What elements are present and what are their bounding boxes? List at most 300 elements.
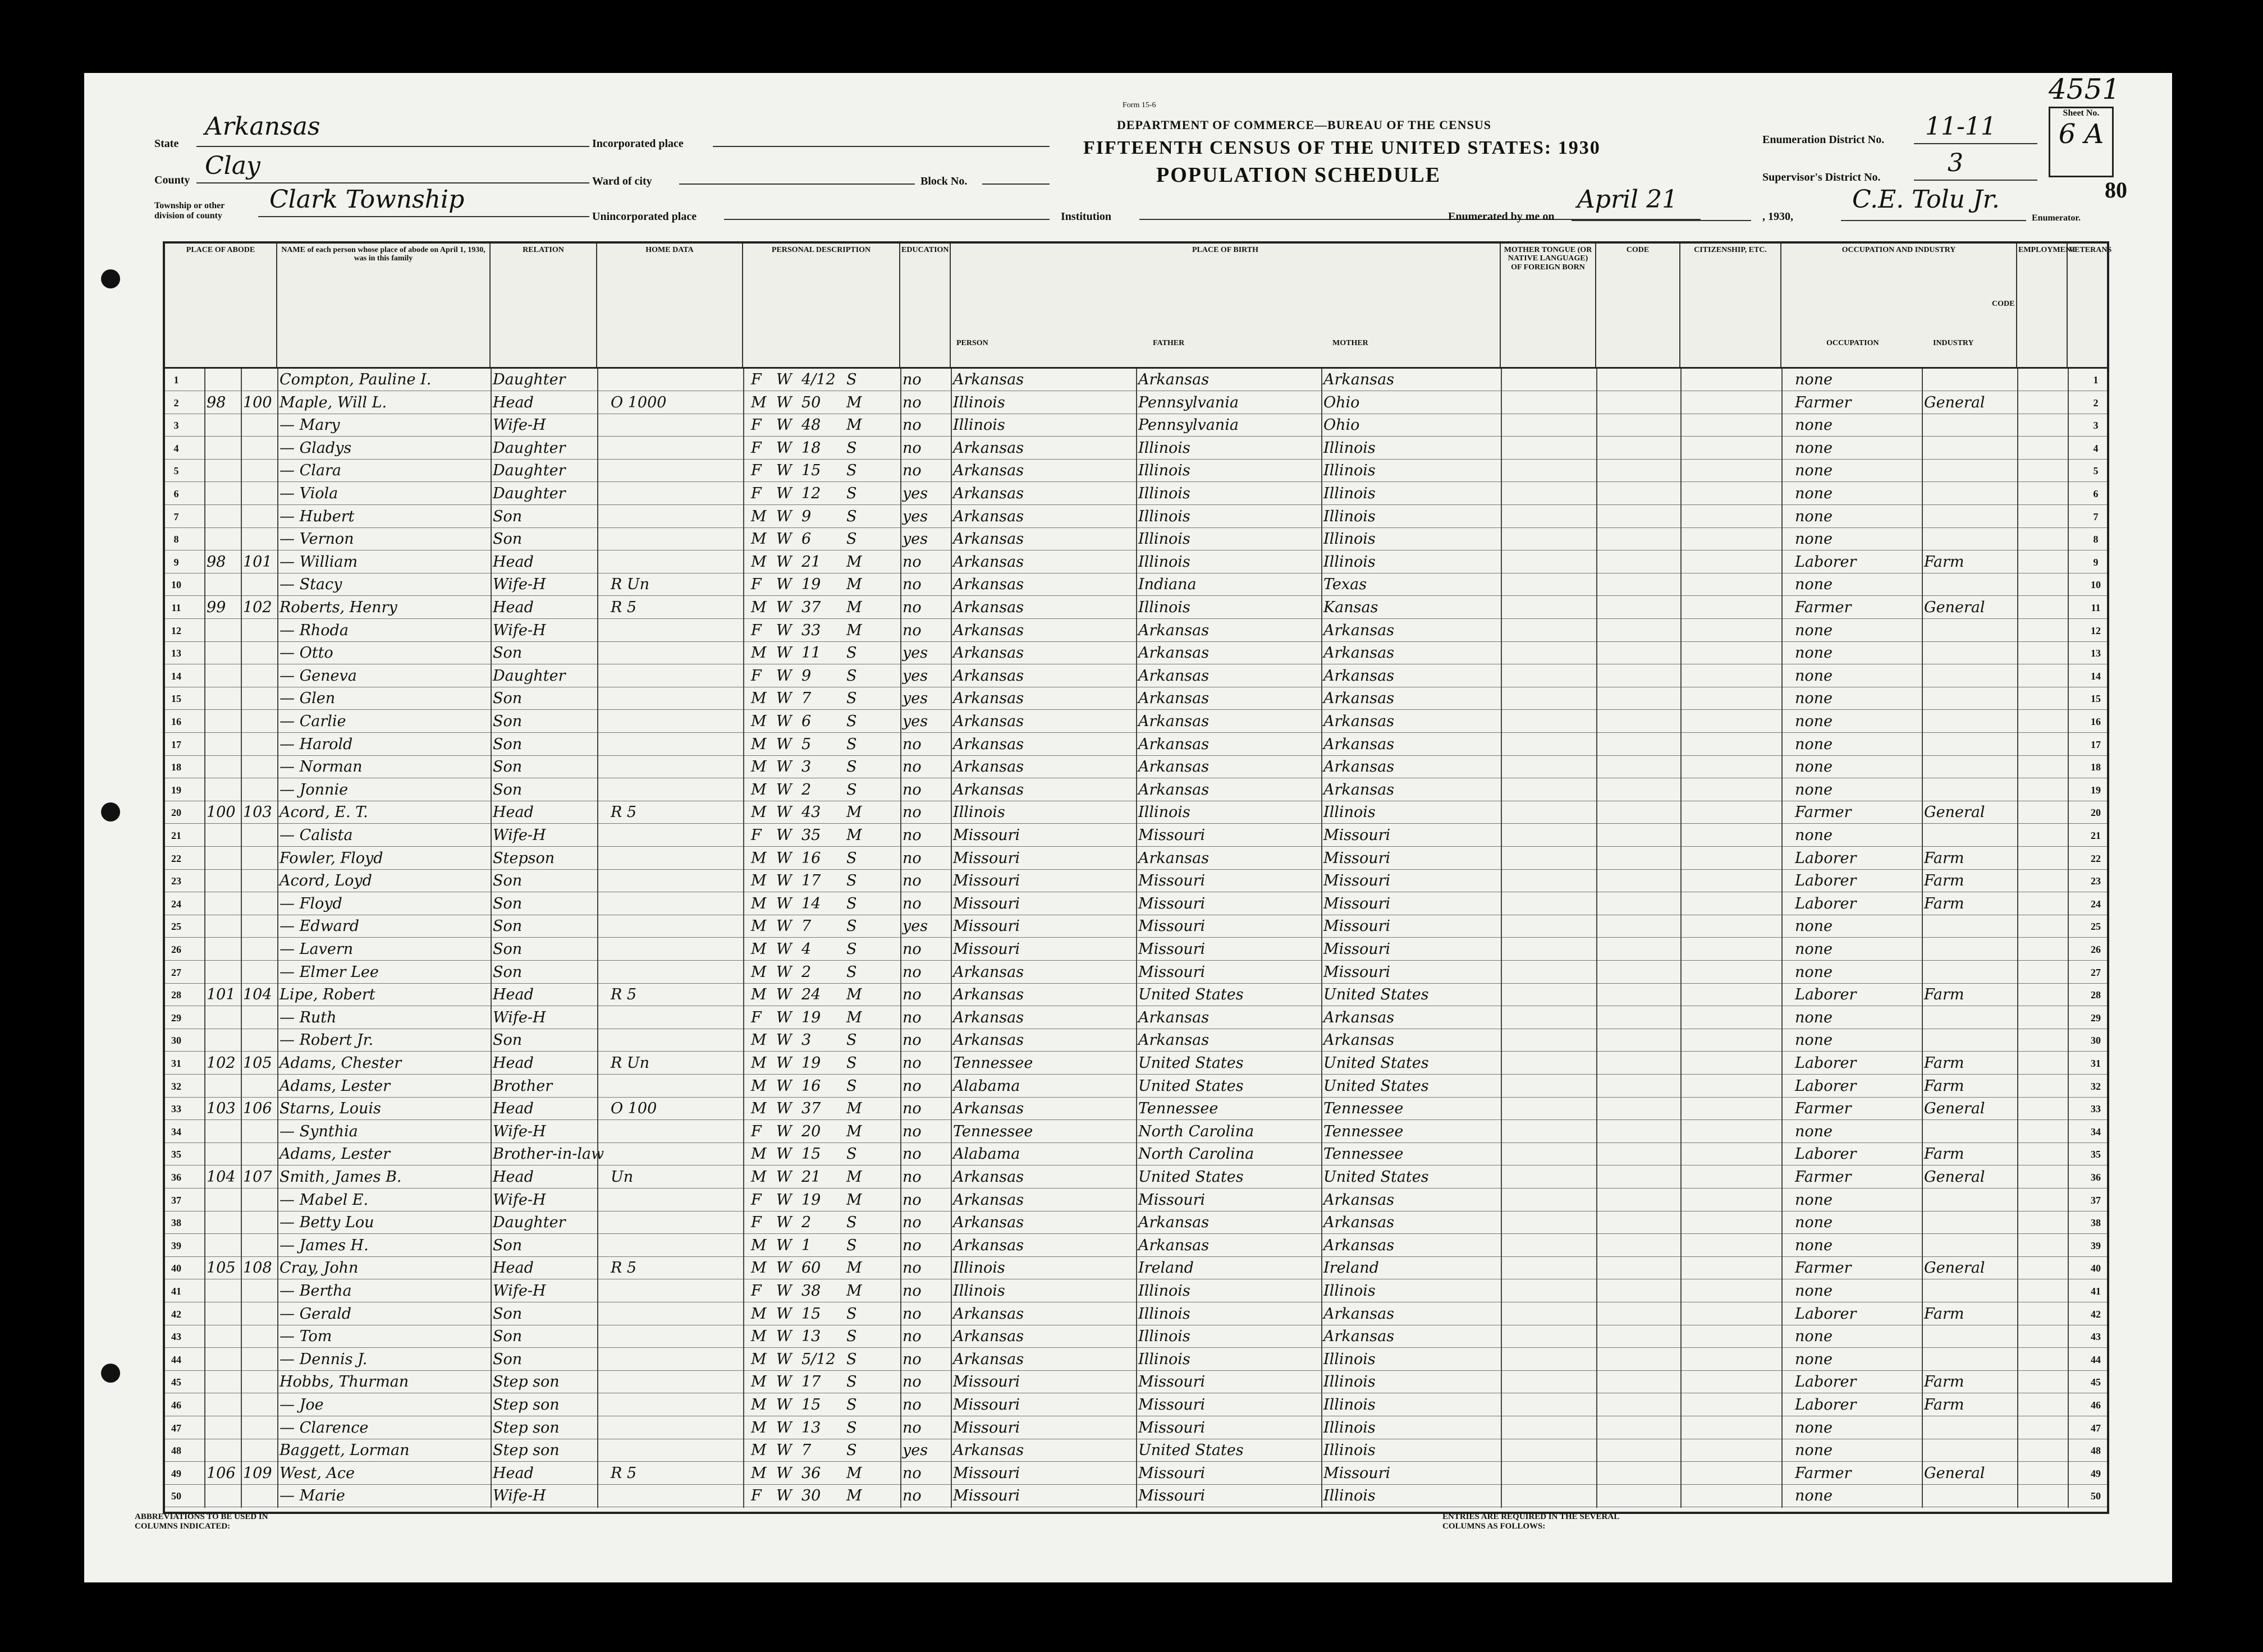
cell-race: W bbox=[776, 1487, 792, 1505]
cell-ind bbox=[1922, 1121, 2017, 1143]
cell-school: no bbox=[903, 1236, 922, 1254]
cell-home bbox=[608, 414, 721, 437]
cell-ms: S bbox=[846, 872, 857, 890]
cell-race: W bbox=[776, 1168, 792, 1186]
enumeration-label: Enumeration District No. bbox=[1762, 134, 1885, 146]
col-personal: PERSONAL DESCRIPTION bbox=[743, 244, 900, 367]
cell-mother: Illinois bbox=[1323, 530, 1376, 548]
cell-birth: Missouri bbox=[953, 849, 1020, 867]
cell-rel: Wife-H bbox=[493, 621, 546, 639]
cell-birth: Arkansas bbox=[953, 507, 1024, 525]
cell-sex: M bbox=[751, 804, 767, 822]
cell-father: United States bbox=[1138, 1077, 1244, 1095]
cell-occ: none bbox=[1795, 530, 1833, 548]
cell-home: R 5 bbox=[611, 599, 637, 616]
cell-fam bbox=[241, 1394, 277, 1416]
cell-birth: Arkansas bbox=[953, 667, 1024, 685]
cell-birth: Arkansas bbox=[953, 735, 1024, 753]
cell-dwell bbox=[204, 506, 241, 528]
cell-ind bbox=[1922, 1212, 2017, 1234]
cell-school: no bbox=[903, 781, 922, 799]
cell-race: W bbox=[776, 1054, 792, 1072]
cell-occ: Farmer bbox=[1795, 599, 1852, 616]
line-number: 26 bbox=[171, 944, 181, 955]
cell-ind bbox=[1922, 1235, 2017, 1257]
cell-home bbox=[608, 1348, 721, 1371]
cell-name: Starns, Louis bbox=[280, 1100, 381, 1118]
cell-name: Roberts, Henry bbox=[280, 599, 397, 616]
cell-dwell bbox=[204, 483, 241, 505]
col-employment: EMPLOYMENT bbox=[2017, 244, 2068, 367]
cell-fam bbox=[241, 847, 277, 870]
cell-father: Arkansas bbox=[1138, 1236, 1210, 1254]
cell-sex: M bbox=[751, 1145, 767, 1163]
cell-ms: S bbox=[846, 1442, 857, 1460]
cell-birth: Illinois bbox=[953, 1259, 1005, 1277]
cell-home bbox=[608, 437, 721, 460]
cell-birth: Illinois bbox=[953, 1282, 1005, 1300]
cell-mother: Illinois bbox=[1323, 1419, 1376, 1437]
line-number: 25 bbox=[2091, 921, 2101, 933]
cell-race: W bbox=[776, 1419, 792, 1437]
cell-ms: M bbox=[846, 1487, 862, 1505]
cell-mother: Missouri bbox=[1323, 940, 1391, 958]
line-number: 19 bbox=[2091, 784, 2101, 796]
cell-sex: F bbox=[751, 1191, 762, 1209]
cell-race: W bbox=[776, 940, 792, 958]
cell-birth: Missouri bbox=[953, 1419, 1020, 1437]
cell-race: W bbox=[776, 1259, 792, 1277]
cell-ms: S bbox=[846, 917, 857, 935]
cell-rel: Head bbox=[493, 393, 534, 411]
cell-occ: Laborer bbox=[1795, 872, 1857, 890]
cell-fam bbox=[241, 687, 277, 710]
cell-race: W bbox=[776, 1464, 792, 1482]
line-number: 38 bbox=[171, 1217, 181, 1229]
cell-birth: Missouri bbox=[953, 1373, 1020, 1391]
line-number: 40 bbox=[2091, 1263, 2101, 1274]
cell-ind bbox=[1922, 710, 2017, 733]
cell-home bbox=[608, 1235, 721, 1257]
line-number: 28 bbox=[171, 989, 181, 1001]
cell-mother: Missouri bbox=[1323, 872, 1391, 890]
cell-rel: Step son bbox=[493, 1442, 560, 1460]
cell-home bbox=[608, 1029, 721, 1052]
cell-father: North Carolina bbox=[1138, 1145, 1254, 1163]
cell-race: W bbox=[776, 1191, 792, 1209]
cell-mother: Illinois bbox=[1323, 439, 1376, 457]
cell-school: no bbox=[903, 1031, 922, 1049]
cell-father: Illinois bbox=[1138, 1305, 1190, 1323]
line-number: 35 bbox=[2091, 1149, 2101, 1160]
line-number: 34 bbox=[2091, 1126, 2101, 1137]
cell-occ: none bbox=[1795, 1122, 1833, 1140]
cell-ind: General bbox=[1924, 1259, 1985, 1277]
line-number: 24 bbox=[2091, 898, 2101, 910]
cell-birth: Arkansas bbox=[953, 1168, 1024, 1186]
cell-ms: S bbox=[846, 462, 857, 480]
cell-sex: M bbox=[751, 530, 767, 548]
cell-home: O 100 bbox=[611, 1100, 657, 1118]
cell-occ: none bbox=[1795, 1282, 1833, 1300]
census-table bbox=[163, 241, 2112, 1514]
cell-age: 1 bbox=[801, 1236, 812, 1254]
cell-father: Missouri bbox=[1138, 1419, 1206, 1437]
cell-fam bbox=[241, 1029, 277, 1052]
cell-race: W bbox=[776, 735, 792, 753]
sheet-value: 6 A bbox=[2058, 118, 2104, 150]
cell-home bbox=[608, 1371, 721, 1393]
cell-dwell: 105 bbox=[207, 1259, 236, 1277]
cell-name: — Harold bbox=[280, 735, 353, 753]
col-veterans: VETERANS bbox=[2069, 246, 2112, 254]
cell-mother: Arkansas bbox=[1323, 1305, 1395, 1323]
cell-mother: Missouri bbox=[1323, 917, 1391, 935]
cell-ind: General bbox=[1924, 1464, 1985, 1482]
cell-sex: M bbox=[751, 553, 767, 571]
line-number: 30 bbox=[171, 1035, 181, 1047]
cell-fam bbox=[241, 573, 277, 596]
line-number: 14 bbox=[2091, 670, 2101, 682]
cell-age: 6 bbox=[801, 530, 812, 548]
cell-occ: Laborer bbox=[1795, 1305, 1857, 1323]
cell-age: 14 bbox=[801, 894, 821, 912]
cell-dwell bbox=[204, 1371, 241, 1393]
cell-birth: Arkansas bbox=[953, 781, 1024, 799]
column-rule bbox=[277, 369, 278, 1508]
cell-mother: Illinois bbox=[1323, 507, 1376, 525]
cell-birth: Arkansas bbox=[953, 530, 1024, 548]
cell-rel: Wife-H bbox=[493, 1008, 546, 1026]
cell-dwell bbox=[204, 1189, 241, 1212]
cell-occ: none bbox=[1795, 462, 1833, 480]
col-home: HOME DATA bbox=[597, 244, 743, 367]
cell-ms: S bbox=[846, 963, 857, 981]
line-number: 4 bbox=[173, 442, 179, 454]
cell-mother: Arkansas bbox=[1323, 371, 1395, 388]
cell-school: no bbox=[903, 621, 922, 639]
cell-race: W bbox=[776, 1350, 792, 1368]
cell-age: 36 bbox=[801, 1464, 821, 1482]
cell-ms: M bbox=[846, 576, 862, 594]
cell-home bbox=[608, 369, 721, 391]
column-rule bbox=[743, 369, 744, 1508]
cell-ms: S bbox=[846, 1236, 857, 1254]
cell-age: 48 bbox=[801, 416, 821, 434]
cell-father: North Carolina bbox=[1138, 1122, 1254, 1140]
cell-age: 37 bbox=[801, 1100, 821, 1118]
cell-rel: Wife-H bbox=[493, 1191, 546, 1209]
line-number: 45 bbox=[171, 1376, 181, 1388]
cell-father: Illinois bbox=[1138, 485, 1190, 502]
cell-sex: M bbox=[751, 1054, 767, 1072]
cell-ms: S bbox=[846, 735, 857, 753]
cell-birth: Alabama bbox=[953, 1145, 1020, 1163]
line-number: 11 bbox=[2091, 602, 2101, 613]
cell-race: W bbox=[776, 1282, 792, 1300]
cell-mother: United States bbox=[1323, 1168, 1429, 1186]
cell-school: no bbox=[903, 1077, 922, 1095]
cell-dwell bbox=[204, 915, 241, 938]
cell-name: Hobbs, Thurman bbox=[280, 1373, 409, 1391]
line-number: 11 bbox=[171, 602, 181, 613]
cell-dwell: 103 bbox=[207, 1100, 236, 1118]
cell-sex: M bbox=[751, 1168, 767, 1186]
line-number: 42 bbox=[171, 1308, 181, 1320]
line-number: 17 bbox=[171, 738, 181, 750]
cell-name: — Ruth bbox=[280, 1008, 337, 1026]
cell-occ: Farmer bbox=[1795, 1168, 1852, 1186]
cell-birth: Arkansas bbox=[953, 1214, 1024, 1232]
cell-rel: Step son bbox=[493, 1419, 560, 1437]
cell-ind bbox=[1922, 437, 2017, 460]
cell-school: yes bbox=[903, 917, 928, 935]
cell-occ: Laborer bbox=[1795, 1396, 1857, 1414]
cell-occ: none bbox=[1795, 1008, 1833, 1026]
cell-race: W bbox=[776, 849, 792, 867]
cell-occ: none bbox=[1795, 1191, 1833, 1209]
cell-mother: Kansas bbox=[1323, 599, 1378, 616]
line-number: 14 bbox=[171, 670, 181, 682]
cell-rel: Head bbox=[493, 1259, 534, 1277]
cell-home: R 5 bbox=[611, 1464, 637, 1482]
cell-school: no bbox=[903, 940, 922, 958]
cell-ms: M bbox=[846, 1191, 862, 1209]
col-occupation: OCCUPATION AND INDUSTRY bbox=[1781, 244, 2017, 367]
line-number: 8 bbox=[2093, 534, 2099, 545]
line-number: 12 bbox=[2091, 625, 2101, 636]
cell-fam bbox=[241, 506, 277, 528]
line-number: 46 bbox=[2091, 1399, 2101, 1411]
line-number: 47 bbox=[2091, 1422, 2101, 1434]
cell-birth: Missouri bbox=[953, 872, 1020, 890]
cell-occ: Laborer bbox=[1795, 894, 1857, 912]
line-number: 39 bbox=[2091, 1240, 2101, 1251]
line-number: 31 bbox=[171, 1058, 181, 1069]
cell-birth: Missouri bbox=[953, 1487, 1020, 1505]
sheet-box bbox=[2049, 107, 2114, 177]
cell-school: no bbox=[903, 416, 922, 434]
cell-fam bbox=[241, 1348, 277, 1371]
cell-dwell: 104 bbox=[207, 1168, 236, 1186]
cell-name: — William bbox=[280, 553, 358, 571]
cell-school: no bbox=[903, 1259, 922, 1277]
line-number: 9 bbox=[173, 556, 179, 568]
cell-ms: S bbox=[846, 530, 857, 548]
cell-occ: Laborer bbox=[1795, 849, 1857, 867]
cell-dwell bbox=[204, 620, 241, 642]
cell-fam: 105 bbox=[243, 1054, 272, 1072]
cell-father: Arkansas bbox=[1138, 1214, 1210, 1232]
cell-fam bbox=[241, 961, 277, 984]
cell-age: 7 bbox=[801, 917, 812, 935]
line-number: 48 bbox=[2091, 1445, 2101, 1457]
line-number: 3 bbox=[173, 420, 179, 432]
cell-name: Lipe, Robert bbox=[280, 986, 375, 1004]
cell-rel: Son bbox=[493, 781, 523, 799]
cell-race: W bbox=[776, 644, 792, 662]
cell-sex: M bbox=[751, 1077, 767, 1095]
line-number: 16 bbox=[171, 716, 181, 727]
cell-dwell bbox=[204, 961, 241, 984]
line-number: 45 bbox=[2091, 1376, 2101, 1388]
cell-age: 13 bbox=[801, 1419, 821, 1437]
cell-school: no bbox=[903, 894, 922, 912]
line-number: 5 bbox=[2093, 465, 2099, 477]
cell-mother: Arkansas bbox=[1323, 1236, 1395, 1254]
cell-home bbox=[608, 824, 721, 847]
cell-home bbox=[608, 870, 721, 892]
cell-occ: none bbox=[1795, 371, 1833, 388]
cell-race: W bbox=[776, 416, 792, 434]
cell-ms: S bbox=[846, 1145, 857, 1163]
cell-birth: Arkansas bbox=[953, 371, 1024, 388]
cell-sex: M bbox=[751, 690, 767, 708]
cell-father: Illinois bbox=[1138, 553, 1190, 571]
cell-name: — Dennis J. bbox=[280, 1350, 368, 1368]
cell-birth: Arkansas bbox=[953, 485, 1024, 502]
cell-name: — Vernon bbox=[280, 530, 354, 548]
supervisor-label: Supervisor's District No. bbox=[1762, 171, 1881, 183]
line-number: 27 bbox=[171, 966, 181, 978]
cell-name: — Jonnie bbox=[280, 781, 349, 799]
cell-occ: none bbox=[1795, 485, 1833, 502]
cell-dwell bbox=[204, 1417, 241, 1439]
cell-dwell bbox=[204, 938, 241, 961]
cell-fam bbox=[241, 460, 277, 482]
cell-home bbox=[608, 1280, 721, 1302]
cell-rel: Son bbox=[493, 963, 523, 981]
cell-race: W bbox=[776, 1373, 792, 1391]
cell-school: no bbox=[903, 827, 922, 844]
column-rule bbox=[1321, 369, 1322, 1508]
cell-school: no bbox=[903, 849, 922, 867]
cell-name: — Glen bbox=[280, 690, 336, 708]
cell-age: 21 bbox=[801, 1168, 821, 1186]
line-number: 20 bbox=[171, 807, 181, 819]
cell-occ: none bbox=[1795, 827, 1833, 844]
cell-ms: S bbox=[846, 667, 857, 685]
cell-race: W bbox=[776, 667, 792, 685]
cell-school: no bbox=[903, 872, 922, 890]
cell-rel: Daughter bbox=[493, 439, 566, 457]
unincorporated-label: Unincorporated place bbox=[592, 210, 697, 223]
col-birthplace: PLACE OF BIRTH bbox=[951, 244, 1501, 367]
cell-occ: Farmer bbox=[1795, 1100, 1852, 1118]
cell-fam bbox=[241, 414, 277, 437]
cell-home bbox=[608, 1394, 721, 1416]
cell-school: no bbox=[903, 1350, 922, 1368]
cell-age: 38 bbox=[801, 1282, 821, 1300]
cell-school: no bbox=[903, 371, 922, 388]
cell-age: 60 bbox=[801, 1259, 821, 1277]
cell-dwell bbox=[204, 1212, 241, 1234]
cell-mother: Arkansas bbox=[1323, 1008, 1395, 1026]
line-number: 4 bbox=[2093, 442, 2099, 454]
cell-dwell bbox=[204, 573, 241, 596]
cell-school: no bbox=[903, 804, 922, 822]
cell-sex: M bbox=[751, 1350, 767, 1368]
punch-hole bbox=[101, 802, 120, 822]
cell-ms: S bbox=[846, 371, 857, 388]
line-number: 30 bbox=[2091, 1035, 2101, 1047]
line-number: 41 bbox=[2091, 1286, 2101, 1297]
cell-father: United States bbox=[1138, 1168, 1244, 1186]
column-rule bbox=[1680, 369, 1682, 1508]
cell-race: W bbox=[776, 1100, 792, 1118]
cell-race: W bbox=[776, 1442, 792, 1460]
punch-hole bbox=[101, 269, 120, 288]
cell-race: W bbox=[776, 576, 792, 594]
cell-mother: Tennessee bbox=[1323, 1145, 1404, 1163]
incorporated-label: Incorporated place bbox=[592, 137, 684, 150]
cell-sex: M bbox=[751, 507, 767, 525]
cell-name: — Joe bbox=[280, 1396, 324, 1414]
enumerator-signature: C.E. Tolu Jr. bbox=[1852, 185, 2000, 214]
cell-race: W bbox=[776, 1328, 792, 1346]
cell-mother: Arkansas bbox=[1323, 1191, 1395, 1209]
cell-school: no bbox=[903, 1145, 922, 1163]
cell-birth: Arkansas bbox=[953, 690, 1024, 708]
cell-sex: F bbox=[751, 416, 762, 434]
cell-dwell bbox=[204, 1280, 241, 1302]
cell-home bbox=[608, 620, 721, 642]
line-number: 10 bbox=[2091, 579, 2101, 591]
cell-home bbox=[608, 847, 721, 870]
cell-home: O 1000 bbox=[611, 393, 667, 411]
ward-label: Ward of city bbox=[592, 175, 652, 187]
cell-school: no bbox=[903, 393, 922, 411]
cell-rel: Wife-H bbox=[493, 1282, 546, 1300]
cell-dwell bbox=[204, 1029, 241, 1052]
cell-home: Un bbox=[611, 1168, 634, 1186]
cell-rel: Son bbox=[493, 1236, 523, 1254]
cell-race: W bbox=[776, 963, 792, 981]
block-label: Block No. bbox=[920, 175, 968, 187]
col-tongue: MOTHER TONGUE (OR NATIVE LANGUAGE) OF FOREIGN BORN bbox=[1501, 244, 1596, 367]
cell-name: — Carlie bbox=[280, 713, 346, 730]
column-rule bbox=[1596, 369, 1597, 1508]
cell-ind bbox=[1922, 938, 2017, 961]
cell-mother: Illinois bbox=[1323, 553, 1376, 571]
cell-occ: none bbox=[1795, 713, 1833, 730]
line-number: 49 bbox=[171, 1467, 181, 1479]
cell-rel: Son bbox=[493, 530, 523, 548]
cell-age: 16 bbox=[801, 849, 821, 867]
cell-sex: M bbox=[751, 1305, 767, 1323]
column-rule bbox=[204, 369, 205, 1508]
cell-ms: S bbox=[846, 1077, 857, 1095]
cell-age: 21 bbox=[801, 553, 821, 571]
cell-rel: Son bbox=[493, 735, 523, 753]
cell-mother: Arkansas bbox=[1323, 758, 1395, 776]
cell-birth: Arkansas bbox=[953, 553, 1024, 571]
cell-birth: Arkansas bbox=[953, 1236, 1024, 1254]
cell-ind bbox=[1922, 1485, 2017, 1507]
cell-ms: M bbox=[846, 1464, 862, 1482]
state-label: State bbox=[154, 137, 179, 150]
cell-birth: Tennessee bbox=[953, 1054, 1033, 1072]
year-suffix: , 1930, bbox=[1762, 210, 1793, 223]
cell-birth: Arkansas bbox=[953, 758, 1024, 776]
cell-father: United States bbox=[1138, 1442, 1244, 1460]
cell-fam bbox=[241, 620, 277, 642]
cell-name: — Tom bbox=[280, 1328, 332, 1346]
cell-ind bbox=[1922, 665, 2017, 687]
cell-occ: none bbox=[1795, 963, 1833, 981]
cell-rel: Daughter bbox=[493, 462, 566, 480]
cell-home bbox=[608, 1121, 721, 1143]
